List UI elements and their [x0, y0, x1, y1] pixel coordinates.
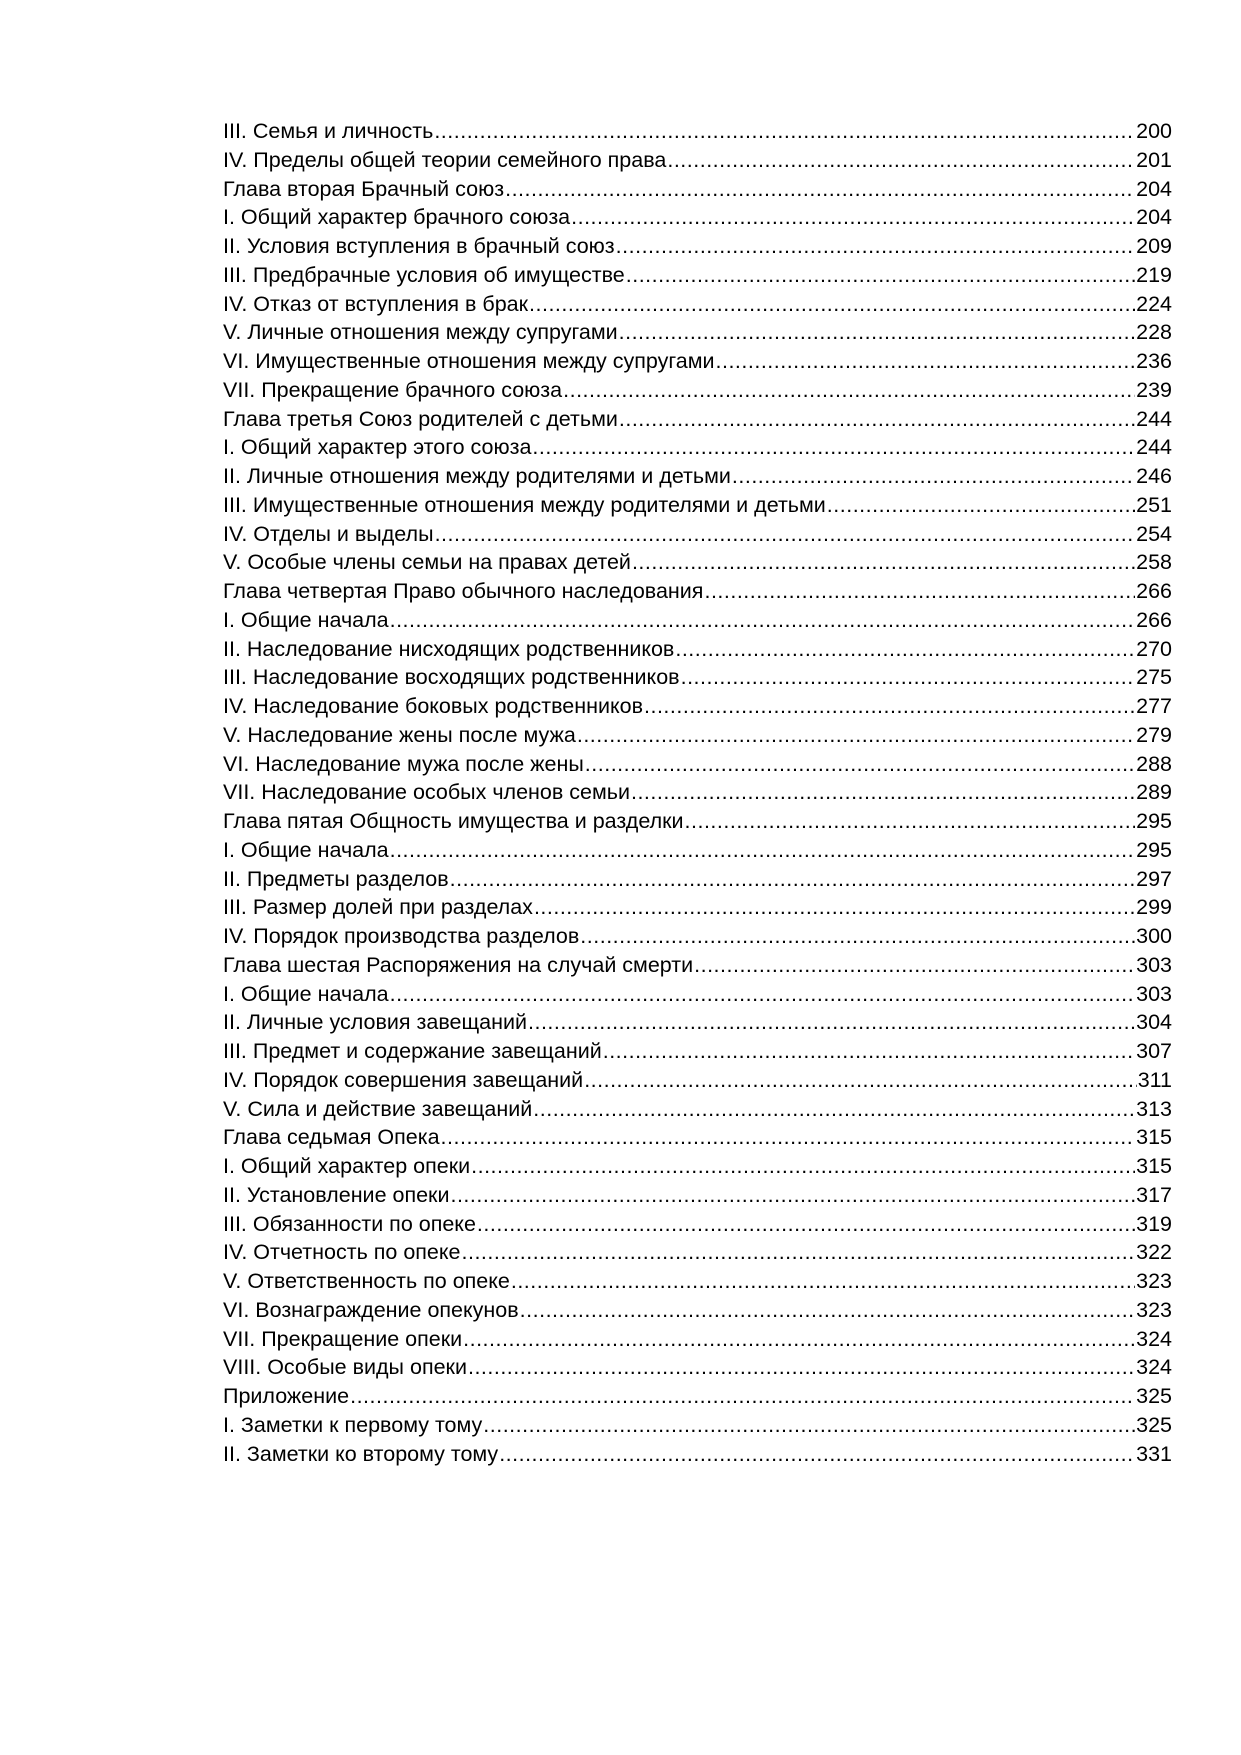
- toc-entry: [223, 433, 1172, 462]
- toc-entry: [223, 318, 1172, 347]
- toc-entry-page-number: 295: [1136, 809, 1172, 833]
- toc-entry-page-number: 239: [1136, 377, 1172, 402]
- toc-entry-page-number: 209: [1136, 234, 1172, 258]
- toc-entry-title: IV. Наследование боковых родственников: [223, 694, 643, 718]
- toc-dot-leader: [667, 146, 1135, 175]
- toc-entry-title: II. Предметы разделов: [223, 866, 449, 891]
- toc-entry-title: V. Особые члены семьи на правах детей: [223, 550, 631, 575]
- toc-dot-leader: [603, 1037, 1135, 1066]
- toc-entry-title: IV. Отделы и выделы: [223, 521, 434, 546]
- toc-entry-title: VII. Прекращение брачного союза: [223, 377, 563, 402]
- toc-entry-title: I. Общие начала: [223, 607, 389, 632]
- toc-entry: [223, 922, 1172, 951]
- toc-entry-page-number: 295: [1136, 837, 1172, 862]
- toc-entry: [223, 1210, 1172, 1239]
- toc-entry-title: III. Предмет и содержание завещаний: [223, 1039, 602, 1063]
- toc-dot-leader: [529, 290, 1135, 319]
- toc-dot-leader: [511, 1267, 1135, 1296]
- toc-entry-page-number: 303: [1136, 981, 1172, 1006]
- toc-entry-title: Глава шестая Распоряжения на случай смерти: [223, 952, 694, 977]
- toc-entry-page-number: 324: [1136, 1355, 1172, 1380]
- toc-entry-title: Глава седьмая Опека: [223, 1125, 440, 1150]
- toc-entry-title: Глава пятая Общность имущества и разделки: [223, 809, 684, 833]
- toc-dot-leader: [483, 1411, 1135, 1440]
- toc-entry-title: III. Семья и личность: [223, 119, 434, 143]
- toc-dot-leader: [685, 807, 1136, 836]
- toc-dot-leader: [450, 865, 1135, 894]
- toc-entry-page-number: 236: [1136, 349, 1172, 373]
- toc-entry: [223, 117, 1172, 146]
- toc-entry: [223, 347, 1172, 376]
- toc-entry: [223, 405, 1172, 434]
- toc-entry: [223, 606, 1172, 635]
- toc-entry: [223, 951, 1172, 980]
- toc-entry-page-number: 277: [1136, 694, 1172, 718]
- toc-entry-title: Глава четвертая Право обычного наследования: [223, 579, 704, 603]
- toc-dot-leader: [533, 1095, 1135, 1124]
- toc-entry-title: IV. Пределы общей теории семейного права: [223, 147, 667, 172]
- toc-dot-leader: [585, 750, 1135, 779]
- toc-entry: [223, 663, 1172, 692]
- toc-entry: [223, 1181, 1172, 1210]
- toc-entry-title: I. Общий характер брачного союза: [223, 205, 571, 230]
- toc-entry-title: V. Личные отношения между супругами: [223, 320, 618, 345]
- toc-entry-page-number: 317: [1136, 1182, 1172, 1207]
- toc-dot-leader: [644, 692, 1135, 721]
- toc-dot-leader: [471, 1152, 1135, 1181]
- toc-dot-leader: [468, 1353, 1135, 1382]
- toc-entry-page-number: 266: [1136, 607, 1172, 632]
- toc-dot-leader: [390, 836, 1136, 865]
- toc-entry-page-number: 258: [1136, 550, 1172, 575]
- toc-entry-page-number: 204: [1136, 205, 1172, 230]
- toc-dot-leader: [631, 778, 1135, 807]
- toc-entry-page-number: 322: [1136, 1240, 1172, 1265]
- toc-entry: [223, 778, 1172, 807]
- toc-dot-leader: [534, 893, 1135, 922]
- toc-dot-leader: [626, 261, 1135, 290]
- toc-entry-title: III. Наследование восходящих родственников: [223, 665, 680, 690]
- toc-entry-page-number: 297: [1136, 866, 1172, 891]
- toc-entry-page-number: 246: [1136, 464, 1172, 488]
- toc-entry-page-number: 324: [1136, 1326, 1172, 1351]
- toc-dot-leader: [520, 1296, 1135, 1325]
- table-of-contents: [223, 117, 1172, 1468]
- toc-entry-page-number: 325: [1136, 1412, 1172, 1437]
- toc-entry-title: IV. Порядок производства разделов: [223, 924, 580, 948]
- toc-dot-leader: [694, 951, 1135, 980]
- toc-entry: [223, 548, 1172, 577]
- toc-entry: [223, 1440, 1172, 1469]
- toc-dot-leader: [732, 462, 1135, 491]
- toc-entry: [223, 290, 1172, 319]
- toc-entry-page-number: 307: [1136, 1039, 1172, 1063]
- toc-entry-page-number: 228: [1136, 320, 1172, 345]
- toc-entry: [223, 1411, 1172, 1440]
- toc-dot-leader: [681, 663, 1136, 692]
- toc-dot-leader: [584, 1066, 1137, 1095]
- toc-entry: [223, 520, 1172, 549]
- toc-entry: [223, 836, 1172, 865]
- toc-entry-page-number: 319: [1136, 1211, 1172, 1236]
- toc-entry: [223, 1008, 1172, 1037]
- toc-entry-page-number: 204: [1136, 176, 1172, 201]
- toc-dot-leader: [450, 1181, 1135, 1210]
- toc-entry-page-number: 288: [1136, 751, 1172, 776]
- toc-entry-title: VII. Наследование особых членов семьи: [223, 780, 630, 805]
- toc-entry-title: I. Общий характер опеки: [223, 1154, 471, 1178]
- toc-entry-title: II. Личные отношения между родителями и детьми: [223, 464, 731, 488]
- toc-entry-title: VI. Наследование мужа после жены: [223, 751, 584, 776]
- toc-entry-title: II. Личные условия завещаний: [223, 1010, 528, 1035]
- toc-entry-page-number: 300: [1136, 924, 1172, 948]
- toc-entry: [223, 261, 1172, 290]
- toc-entry: [223, 1095, 1172, 1124]
- toc-entry: [223, 893, 1172, 922]
- toc-entry-page-number: 325: [1136, 1384, 1172, 1408]
- toc-entry-page-number: 315: [1136, 1125, 1172, 1150]
- toc-entry-page-number: 304: [1136, 1010, 1172, 1035]
- toc-entry: [223, 376, 1172, 405]
- toc-entry-page-number: 244: [1136, 406, 1172, 431]
- toc-entry-title: III. Обязанности по опеке: [223, 1211, 476, 1236]
- toc-entry-title: V. Наследование жены после мужа: [223, 722, 576, 747]
- toc-entry: [223, 1296, 1172, 1325]
- toc-entry-page-number: 224: [1136, 291, 1172, 316]
- toc-entry-title: VIII. Особые виды опеки: [223, 1355, 467, 1380]
- toc-entry-page-number: 299: [1136, 895, 1172, 920]
- toc-dot-leader: [435, 520, 1136, 549]
- toc-entry-title: III. Имущественные отношения между родителями и детьми: [223, 492, 826, 517]
- toc-entry-title: IV. Отказ от вступления в брак: [223, 291, 529, 316]
- toc-dot-leader: [441, 1123, 1136, 1152]
- toc-entry-title: I. Общие начала: [223, 981, 389, 1006]
- toc-dot-leader: [675, 635, 1135, 664]
- toc-entry-title: Глава третья Союз родителей с детьми: [223, 406, 618, 431]
- toc-entry: [223, 577, 1172, 606]
- toc-entry: [223, 491, 1172, 520]
- toc-dot-leader: [499, 1440, 1135, 1469]
- toc-entry: [223, 721, 1172, 750]
- toc-dot-leader: [619, 318, 1135, 347]
- toc-entry-page-number: 323: [1136, 1297, 1172, 1322]
- toc-entry-title: II. Наследование нисходящих родственников: [223, 636, 675, 661]
- toc-entry: [223, 1238, 1172, 1267]
- toc-entry-page-number: 303: [1136, 952, 1172, 977]
- toc-dot-leader: [704, 577, 1135, 606]
- toc-entry-title: VII. Прекращение опеки: [223, 1326, 463, 1351]
- toc-entry: [223, 203, 1172, 232]
- toc-entry: [223, 1066, 1172, 1095]
- toc-entry-page-number: 315: [1136, 1154, 1172, 1178]
- toc-entry-title: III. Размер долей при разделах: [223, 895, 533, 920]
- toc-entry-title: II. Заметки ко второму тому: [223, 1441, 499, 1466]
- toc-entry-page-number: 275: [1136, 665, 1172, 690]
- toc-dot-leader: [827, 491, 1135, 520]
- toc-entry-page-number: 254: [1136, 521, 1172, 546]
- toc-entry-title: IV. Отчетность по опеке: [223, 1240, 461, 1265]
- toc-dot-leader: [505, 175, 1135, 204]
- toc-entry-page-number: 251: [1136, 492, 1172, 517]
- toc-entry: [223, 635, 1172, 664]
- toc-dot-leader: [463, 1325, 1135, 1354]
- toc-entry-page-number: 266: [1136, 579, 1172, 603]
- toc-entry-title: III. Предбрачные условия об имуществе: [223, 262, 625, 287]
- toc-entry-page-number: 279: [1136, 722, 1172, 747]
- toc-entry-page-number: 311: [1137, 1067, 1172, 1092]
- toc-entry: [223, 232, 1172, 261]
- toc-entry: [223, 462, 1172, 491]
- toc-dot-leader: [563, 376, 1135, 405]
- toc-entry: [223, 1037, 1172, 1066]
- toc-dot-leader: [619, 405, 1135, 434]
- toc-entry: [223, 750, 1172, 779]
- toc-entry-title: Приложение: [223, 1384, 350, 1408]
- toc-dot-leader: [532, 433, 1135, 462]
- toc-entry-title: I. Общий характер этого союза: [223, 435, 532, 460]
- toc-dot-leader: [390, 980, 1136, 1009]
- toc-dot-leader: [571, 203, 1135, 232]
- toc-entry-title: I. Заметки к первому тому: [223, 1412, 483, 1437]
- toc-entry-page-number: 289: [1136, 780, 1172, 805]
- toc-entry: [223, 1325, 1172, 1354]
- toc-entry-title: VI. Имущественные отношения между супругами: [223, 349, 715, 373]
- toc-entry: [223, 1382, 1172, 1411]
- toc-entry: [223, 1267, 1172, 1296]
- toc-entry-page-number: 270: [1136, 636, 1172, 661]
- toc-entry-page-number: 201: [1136, 147, 1172, 172]
- toc-entry: [223, 865, 1172, 894]
- toc-entry: [223, 1152, 1172, 1181]
- toc-entry-title: V. Ответственность по опеке: [223, 1269, 510, 1293]
- toc-entry: [223, 807, 1172, 836]
- toc-dot-leader: [477, 1210, 1135, 1239]
- toc-dot-leader: [434, 117, 1135, 146]
- toc-dot-leader: [616, 232, 1135, 261]
- toc-entry-page-number: 331: [1136, 1441, 1172, 1466]
- toc-dot-leader: [632, 548, 1135, 577]
- toc-dot-leader: [462, 1238, 1136, 1267]
- toc-entry-title: Глава вторая Брачный союз: [223, 176, 505, 201]
- toc-entry: [223, 1123, 1172, 1152]
- toc-entry-title: I. Общие начала: [223, 837, 389, 862]
- toc-dot-leader: [528, 1008, 1135, 1037]
- toc-entry-title: II. Установление опеки: [223, 1182, 450, 1207]
- toc-entry-page-number: 200: [1136, 119, 1172, 143]
- toc-entry-page-number: 244: [1136, 435, 1172, 460]
- toc-entry-page-number: 313: [1136, 1096, 1172, 1121]
- toc-dot-leader: [390, 606, 1136, 635]
- toc-entry: [223, 1353, 1172, 1382]
- toc-entry-title: II. Условия вступления в брачный союз: [223, 234, 615, 258]
- toc-entry-page-number: 323: [1136, 1269, 1172, 1293]
- toc-entry: [223, 146, 1172, 175]
- toc-dot-leader: [577, 721, 1135, 750]
- toc-entry-title: V. Сила и действие завещаний: [223, 1096, 533, 1121]
- toc-entry-title: IV. Порядок совершения завещаний: [223, 1067, 584, 1092]
- toc-entry: [223, 175, 1172, 204]
- toc-dot-leader: [580, 922, 1135, 951]
- toc-dot-leader: [350, 1382, 1135, 1411]
- toc-entry-page-number: 219: [1136, 262, 1172, 287]
- toc-entry-title: VI. Вознаграждение опекунов: [223, 1297, 519, 1322]
- toc-entry: [223, 692, 1172, 721]
- toc-dot-leader: [716, 347, 1136, 376]
- toc-entry: [223, 980, 1172, 1009]
